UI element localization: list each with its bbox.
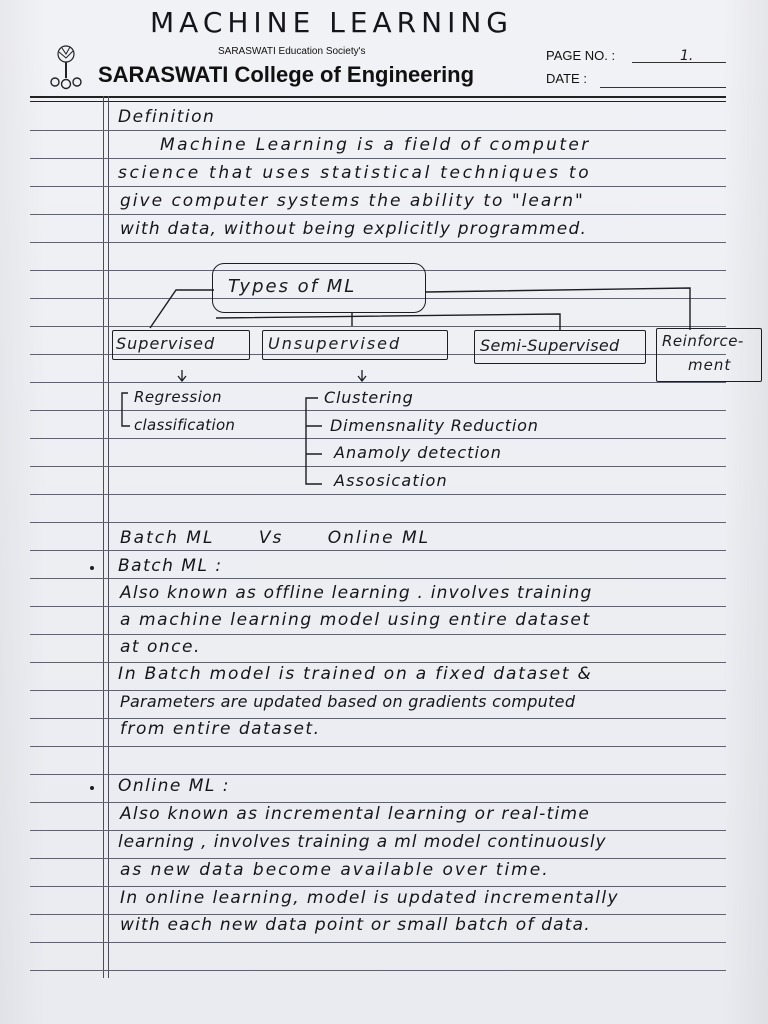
category-reinforcement-line1: Reinforce- (662, 332, 744, 350)
online-line: Also known as incremental learning or real-time (120, 804, 591, 824)
ruled-line (30, 746, 726, 747)
supervised-item: classification (134, 416, 236, 434)
ruled-line (30, 634, 726, 635)
category-supervised: Supervised (116, 334, 216, 353)
batch-title: Batch ML : (118, 556, 223, 576)
category-semi-supervised: Semi-Supervised (480, 336, 620, 355)
unsupervised-item: Assosication (334, 471, 448, 490)
ruled-line (30, 550, 726, 551)
ruled-line (30, 970, 726, 971)
batch-line: Parameters are updated based on gradients computed (120, 692, 576, 711)
definition-line: with data, without being explicitly programmed. (120, 219, 588, 239)
page-no-label: PAGE NO. : (546, 48, 616, 63)
comparison-heading: Batch ML Vs Online ML (120, 528, 431, 548)
batch-line: at once. (120, 637, 201, 657)
ruled-line (30, 690, 726, 691)
ruled-line (30, 774, 726, 775)
subject-title: MACHINE LEARNING (150, 6, 513, 39)
online-line: In online learning, model is updated incrementally (120, 888, 620, 908)
definition-line: give computer systems the ability to "learn" (120, 191, 585, 211)
online-line: as new data become available over time. (120, 860, 550, 880)
definition-heading: Definition (118, 107, 216, 127)
category-unsupervised: Unsupervised (268, 334, 402, 353)
ruled-line (30, 578, 726, 579)
ruled-line (30, 858, 726, 859)
date-label: DATE : (546, 71, 587, 86)
definition-line: Machine Learning is a field of computer (160, 135, 591, 155)
batch-line: a machine learning model using entire dataset (120, 610, 591, 630)
ruled-line (30, 522, 726, 523)
batch-line: from entire dataset. (120, 719, 321, 739)
bullet-dot (90, 566, 94, 570)
ruled-line (30, 942, 726, 943)
supervised-item: Regression (134, 388, 223, 406)
page-no-value: 1. (680, 48, 694, 64)
ruled-line (30, 662, 726, 663)
ruled-line (30, 886, 726, 887)
batch-line: Also known as offline learning . involves training (120, 583, 593, 603)
batch-line: In Batch model is trained on a fixed dataset & (118, 664, 593, 684)
unsupervised-item: Anamoly detection (334, 443, 502, 462)
ruled-line (30, 802, 726, 803)
college-name: SARASWATI College of Engineering (98, 62, 475, 87)
types-title: Types of ML (228, 276, 357, 297)
society-name: SARASWATI Education Society's (218, 46, 366, 57)
bullet-dot (90, 786, 94, 790)
online-title: Online ML : (118, 776, 231, 796)
online-line: with each new data point or small batch of data. (120, 915, 591, 935)
category-reinforcement-line2: ment (688, 356, 732, 374)
unsupervised-item: Clustering (324, 388, 414, 407)
unsupervised-item: Dimensnality Reduction (330, 416, 539, 435)
online-line: learning , involves training a ml model continuously (118, 832, 607, 852)
ruled-line (30, 606, 726, 607)
definition-line: science that uses statistical techniques to (118, 163, 592, 183)
ruled-line (30, 830, 726, 831)
